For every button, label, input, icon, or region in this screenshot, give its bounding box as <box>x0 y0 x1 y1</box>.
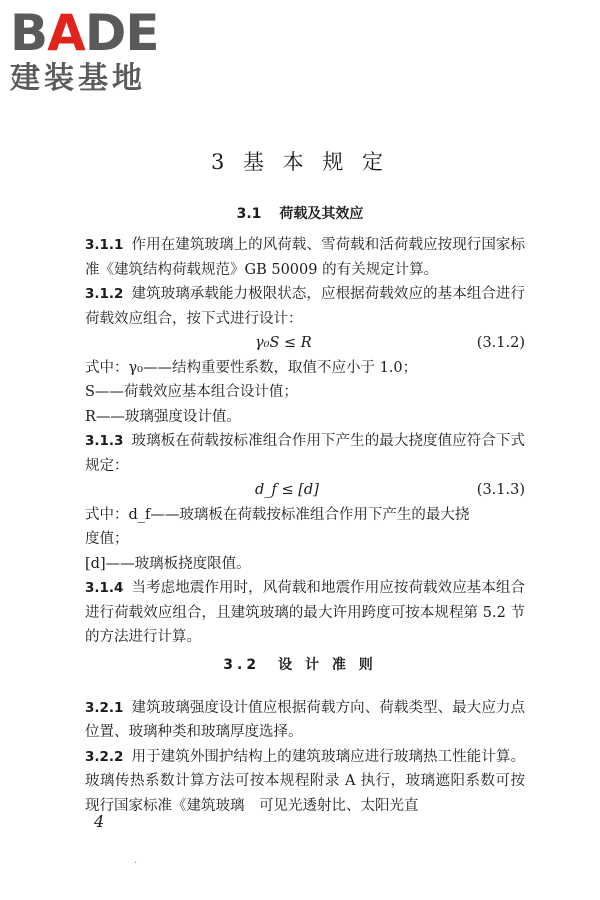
clause-text: 玻璃板在荷载按标准组合作用下产生的最大挠度值应符合下式规定： <box>85 433 525 474</box>
clause-3-1-3 <box>85 429 525 478</box>
clause-3-1-2 <box>85 282 525 331</box>
symbol-def-line: [d]——玻璃板挠度限值。 <box>85 555 251 572</box>
section-heading-gap <box>85 674 525 696</box>
logo-letter-a: A <box>47 4 85 62</box>
clause-3-2-2 <box>85 745 525 819</box>
section-title-text: 荷载及其效应 <box>279 206 364 222</box>
clause-text: 作用在建筑玻璃上的风荷载、雪荷载和活荷载应按现行国家标准《建筑结构荷载规范》GB 50009 的有关规定计算。 <box>85 237 525 278</box>
page-body <box>85 233 525 818</box>
formula-expression: d_f ≤ [d] <box>255 482 319 498</box>
clause-number: 3.1.2 <box>85 286 124 302</box>
clause-number: 3.2.1 <box>85 699 124 716</box>
formula-expression: γ₀S ≤ R <box>255 335 312 351</box>
section-number: 3.2 <box>223 657 261 673</box>
clause-number: 3.1.1 <box>85 237 124 253</box>
clause-text: 用于建筑外围护结构上的建筑玻璃应进行玻璃热工性能计算。玻璃传热系数计算方法可按本规程附录 A 执行，玻璃遮阳系数可按现行国家标准《建筑玻璃 可见光透射比、太阳光直 <box>85 748 525 814</box>
page-number: 4 <box>94 812 105 831</box>
logo-letter-b: B <box>10 4 48 62</box>
section-number: 3.1 <box>236 206 262 222</box>
section-heading-3-2 <box>0 654 600 674</box>
formula-3-1-3 <box>85 478 525 503</box>
symbol-def: d_f——玻璃板在荷载按标准组合作用下产生的最大挠 <box>128 506 470 523</box>
section-title-text: 设 计 准 则 <box>278 657 377 673</box>
print-dot: · <box>134 858 138 869</box>
clause-number: 3.1.4 <box>85 580 124 596</box>
where-lead: 式中： <box>85 506 129 523</box>
symbol-definitions-3-1-3 <box>85 503 525 528</box>
brand-logo <box>10 4 180 96</box>
clause-number: 3.2.2 <box>85 748 124 765</box>
clause-3-2-1 <box>85 696 525 745</box>
symbol-def-continuation: 度值； <box>85 531 129 547</box>
clause-text: 建筑玻璃强度设计值应根据荷载方向、荷载类型、最大应力点位置、玻璃种类和玻璃厚度选择。 <box>85 699 525 740</box>
logo-wordmark <box>10 4 180 62</box>
clause-text: 建筑玻璃承载能力极限状态，应根据荷载效应的基本组合进行荷载效应组合，按下式进行设计： <box>85 286 525 327</box>
clause-number: 3.1.3 <box>85 433 124 449</box>
formula-3-1-2 <box>85 331 525 356</box>
symbol-definitions-3-1-2 <box>85 356 525 381</box>
symbol-def-line: R——玻璃强度设计值。 <box>85 408 241 425</box>
symbol-def-line: S——荷载效应基本组合设计值； <box>85 384 298 400</box>
logo-letters-de: DE <box>84 4 159 62</box>
clause-3-1-1 <box>85 233 525 282</box>
symbol-def: γ₀——结构重要性系数，取值不应小于 1.0； <box>128 359 418 376</box>
logo-subtitle: 建装基地 <box>10 61 146 96</box>
where-lead: 式中： <box>85 359 129 376</box>
equation-number: (3.1.3) <box>476 482 525 498</box>
section-heading-3-1 <box>0 203 600 223</box>
equation-number: (3.1.2) <box>476 335 525 351</box>
clause-text: 当考虑地震作用时，风荷载和地震作用应按荷载效应基本组合进行荷载效应组合，且建筑玻璃的最大许用跨度可按本规程第 5.2 节的方法进行计算。 <box>85 580 525 645</box>
clause-3-1-4 <box>85 576 525 650</box>
chapter-title: 3 基 本 规 定 <box>210 150 390 174</box>
